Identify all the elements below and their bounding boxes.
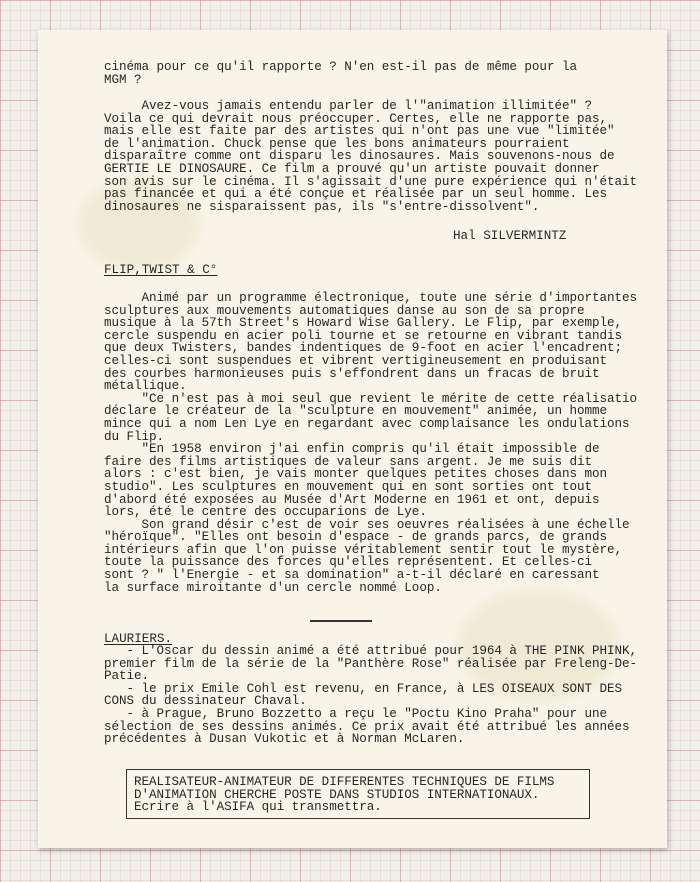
animation-paragraph-block <box>104 100 664 213</box>
section-separator <box>310 620 372 622</box>
intro-paragraph-block <box>104 61 664 86</box>
typed-page <box>38 30 667 848</box>
lauriers-paragraph: - L'Oscar du dessin animé a été attribué pour 1964 à THE PINK PHINK, premier film de la série de la "Panthère Rose" réalisée par Freleng-De- Patie. - le prix Emile Cohl est revenu, en France, à LES OISEAUX SONT DES CONS du dessinateur Chaval. - à Prague, Bruno Bozzetto a reçu le "Poctu Kino Praha" pour une sélection de ses dessins animés. Ce prix avait été attribué les années précédentes à Dusan Vukotic et à Norman McLaren. <box>104 644 638 747</box>
lauriers-paragraph-block <box>104 645 664 746</box>
author-signature: Hal SILVERMINTZ <box>453 229 567 243</box>
flip-paragraph: Animé par un programme électronique, toute une série d'importantes sculptures aux mouvements automatiques danse au son de sa propre musique à la 57th Street's Howard Wise Gallery. Le Flip, par exemple, cercle suspendu en acier poli tourne et se retourne en vibrant tandis que deux Twisters, bandes indentiques de 9-foot en acier l'encadrent; celles-ci sont suspendues et vibrent vertigineusement en produisant des courbes harmonieuses puis s'effondrent dans un fracas de bruit métallique. "Ce n'est pas à moi seul que revient le mérite de cette réalisatio déclare le créateur de la "sculpture en mouvement" animée, un homme mince qui a nom Len Lye en regardant avec complaisance les ondulations du Flip. "En 1958 environ j'ai enfin compris qu'il était impossible de faire des films artistiques de valeur sans argent. Je me suis dit alors : c'est bien, je vais monter quelques petites choses dans mon studio". Les sculptures en mouvement qui en sont sorties ont tout d'abord été exposées au Musée d'Art Moderne en 1961 et ont, depuis lors, été le centre des occuparions de Lye. Son grand désir c'est de voir ses oeuvres réalisées à une échelle "héroïque". "Elles ont besoin d'espace - de grands parcs, de grands intérieurs afin que l'on puisse véritablement sentir tout le mystère, toute la puissance des forces qu'elles représentent. Et celles-ci sont ? " l'Energie - et sa domination" a-t-il déclaré en caressant la surface miroitante d'un cercle nommé Loop. <box>104 291 638 595</box>
animation-paragraph: Avez-vous jamais entendu parler de l'"animation illimitée" ? Voila ce qui devrait nous préoccuper. Certes, elle ne rapporte pas, mais elle est faite par des artistes qui n'ont pas une vue "limitée" de l'animation. Chuck pense que les bons animateurs pourraient disparaître comme ont disparu les dinosaures. Mais souvenons-nous de GERTIE LE DINOSAURE. Ce film a prouvé qu'un artiste pouvait donner son avis sur le cinéma. Il s'agissait d'une pure expérience qui n'était pas financée et qui a été conçue et réalisée par un seul homme. Les dinosaures ne sisparaissent pas, ils "s'entre-dissolvent". <box>104 99 638 214</box>
job-notice-text: REALISATEUR-ANIMATEUR DE DIFFERENTES TECHNIQUES DE FILMS D'ANIMATION CHERCHE POSTE DANS STUDIOS INTERNATIONAUX. Ecrire à l'ASIFA qui transmettra. <box>134 775 555 815</box>
job-notice-box <box>126 769 590 819</box>
flip-twist-heading: FLIP,TWIST & C° <box>104 263 218 277</box>
intro-paragraph: cinéma pour ce qu'il rapporte ? N'en est-il pas de même pour la MGM ? <box>104 60 577 87</box>
lauriers-heading: LAURIERS. <box>104 632 173 646</box>
flip-paragraph-block <box>104 292 664 594</box>
